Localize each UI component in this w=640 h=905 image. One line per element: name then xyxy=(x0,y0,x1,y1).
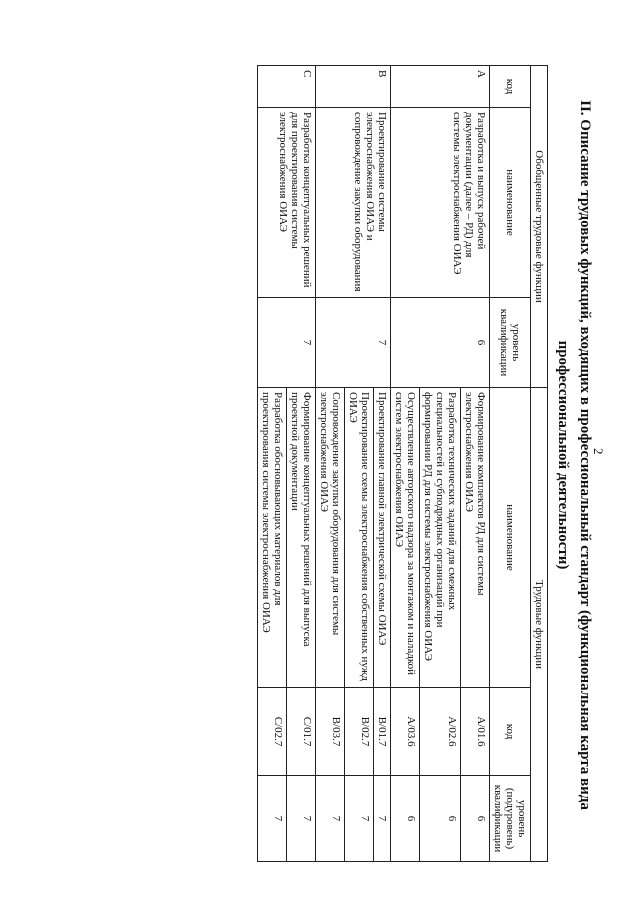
table-row xyxy=(461,66,490,862)
generalized-name: Разработка и выпуск рабочей документации (далее – РД) для системы электроснабжения ОИАЭ xyxy=(391,108,490,298)
function-name: Сопровождение закупки оборудования для системы электроснабжения ОИАЭ xyxy=(316,388,345,688)
header-function-code: код xyxy=(490,688,531,776)
function-level: 6 xyxy=(391,776,420,862)
header-name: наименование xyxy=(490,108,531,298)
generalized-code: A xyxy=(391,66,490,108)
header-group-row xyxy=(531,66,548,862)
function-code: B/03.7 xyxy=(316,688,345,776)
generalized-code: B xyxy=(316,66,391,108)
function-name: Разработка обосновывающих материалов для проектирования системы электроснабжения ОИАЭ xyxy=(258,388,287,688)
header-sub-row xyxy=(490,66,531,862)
function-name: Осуществление авторского надзора за монтажом и наладкой систем электроснабжения ОИАЭ xyxy=(391,388,420,688)
header-function-level: уровень (подуровень) квалификации xyxy=(490,776,531,862)
function-code: C/01.7 xyxy=(287,688,316,776)
function-level: 7 xyxy=(374,776,391,862)
function-name: Разработка технических заданий для смежных специальностей и субподрядных организаций при формировании РД для системы электроснабжения ОИАЭ xyxy=(420,388,461,688)
function-level: 7 xyxy=(316,776,345,862)
table-row xyxy=(374,66,391,862)
header-level: уровень квалификации xyxy=(490,298,531,388)
generalized-name: Разработка концептуальных решений для проектирования системы электроснабжения ОИАЭ xyxy=(258,108,316,298)
function-code: A/01.6 xyxy=(461,688,490,776)
function-code: B/02.7 xyxy=(345,688,374,776)
functional-map-table xyxy=(257,65,548,862)
function-code: A/03.6 xyxy=(391,688,420,776)
header-function-name: наименование xyxy=(490,388,531,688)
function-level: 7 xyxy=(258,776,287,862)
generalized-name: Проектирование системы электроснабжения ОИАЭ и сопровождение закупки оборудования xyxy=(316,108,391,298)
function-level: 6 xyxy=(420,776,461,862)
function-level: 6 xyxy=(461,776,490,862)
page-number: 2 xyxy=(591,448,606,455)
function-name: Проектирование схемы электроснабжения собственных нужд ОИАЭ xyxy=(345,388,374,688)
generalized-level: 6 xyxy=(391,298,490,388)
function-name: Формирование концептуальных решений для выпуска проектной документации xyxy=(287,388,316,688)
generalized-level: 7 xyxy=(316,298,391,388)
function-level: 7 xyxy=(287,776,316,862)
table-row xyxy=(287,66,316,862)
function-code: C/02.7 xyxy=(258,688,287,776)
generalized-code: C xyxy=(258,66,316,108)
function-code: A/02.6 xyxy=(420,688,461,776)
function-name: Формирование комплектов РД для системы электроснабжения ОИАЭ xyxy=(461,388,490,688)
header-code: код xyxy=(490,66,531,108)
function-name: Проектирование главной электрической схемы ОИАЭ xyxy=(374,388,391,688)
function-code: B/01.7 xyxy=(374,688,391,776)
section-title: II. Описание трудовых функций, входящих в профессиональный стандарт (функциональная карта вида профессиональной деятельности) xyxy=(555,100,593,810)
header-generalized: Обобщенные трудовые функции xyxy=(531,66,548,388)
header-functions: Трудовые функции xyxy=(531,388,548,862)
generalized-level: 7 xyxy=(258,298,316,388)
function-level: 7 xyxy=(345,776,374,862)
